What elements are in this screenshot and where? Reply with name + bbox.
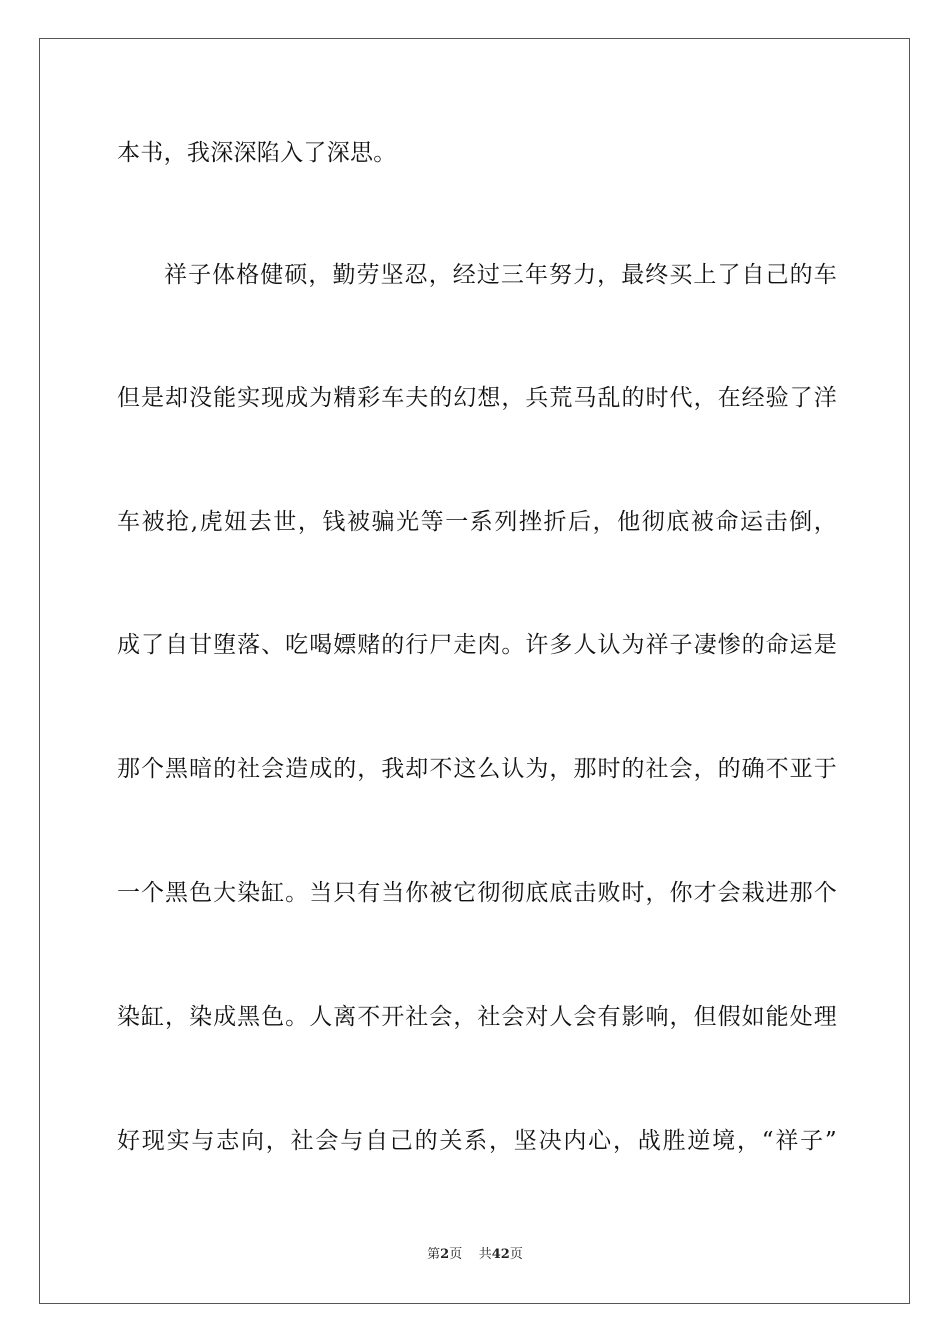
body-text-line-1: 本书，我深深陷入了深思。	[117, 140, 397, 166]
body-text-line-5: 成了自甘堕落、吃喝嫖赌的行尸走肉。许多人认为祥子凄惨的命运是	[117, 632, 837, 658]
footer-total-prefix: 共	[478, 1247, 492, 1262]
body-text-line-6: 那个黑暗的社会造成的，我却不这么认为，那时的社会，的确不亚于	[117, 756, 837, 782]
body-text-line-7: 一个黑色大染缸。当只有当你被它彻彻底底击败时，你才会栽进那个	[117, 880, 837, 906]
footer-page-number: 2	[440, 1247, 450, 1262]
body-text-line-4: 车被抢,虎妞去世，钱被骗光等一系列挫折后，他彻底被命运击倒，	[117, 509, 837, 535]
footer-page-prefix: 第	[427, 1247, 441, 1262]
body-text-line-3: 但是却没能实现成为精彩车夫的幻想，兵荒马乱的时代，在经验了洋	[117, 385, 837, 411]
footer-total-suffix: 页	[509, 1247, 523, 1262]
body-text-line-9: 好现实与志向，社会与自己的关系，坚决内心，战胜逆境，“祥子”	[117, 1128, 837, 1154]
footer-total-pages: 42	[491, 1247, 510, 1262]
page-border	[39, 38, 910, 1304]
body-text-line-2: 祥子体格健硕，勤劳坚忍，经过三年努力，最终买上了自己的车	[164, 262, 837, 288]
body-text-line-8: 染缸，染成黑色。人离不开社会，社会对人会有影响，但假如能处理	[117, 1004, 837, 1030]
footer-page-suffix: 页	[449, 1247, 463, 1262]
page-footer	[0, 1246, 950, 1264]
